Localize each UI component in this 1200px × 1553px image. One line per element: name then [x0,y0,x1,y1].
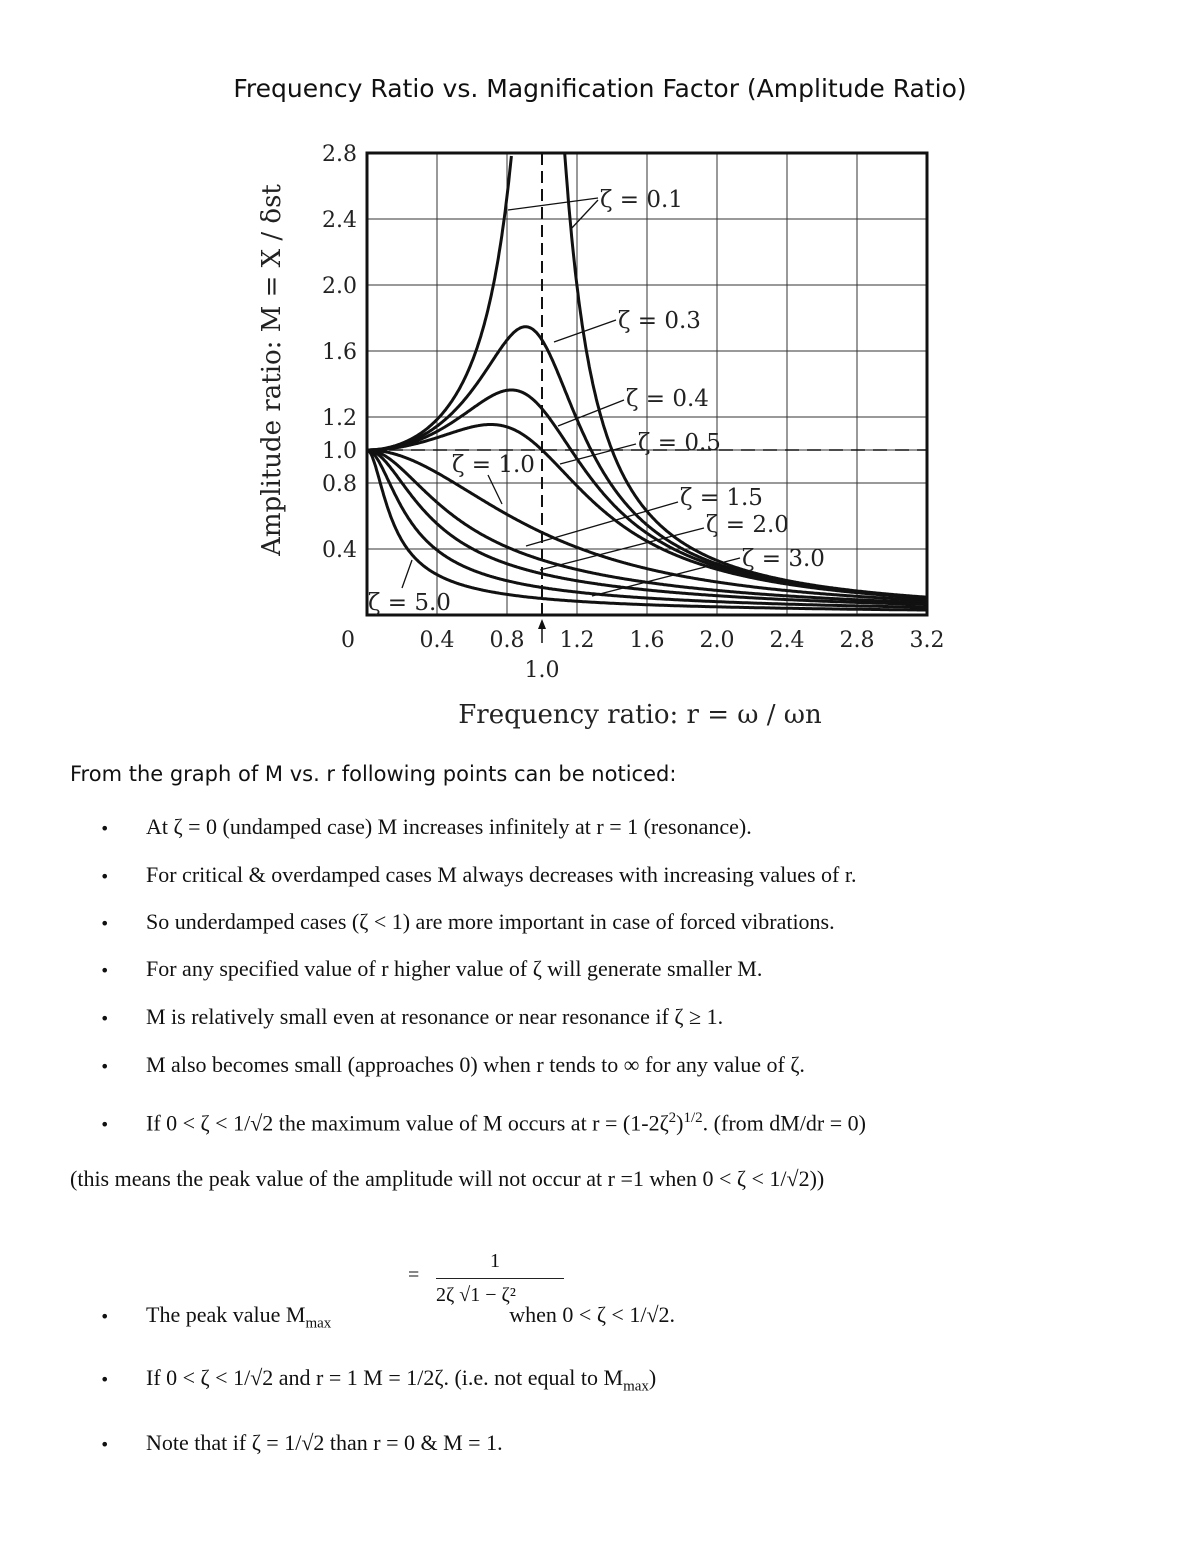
x-tick-label: 2.0 [699,628,735,653]
bullet-10: • Note that if ζ = 1/√2 than r = 0 & M = 1. [100,1430,503,1455]
series-label: ζ = 2.0 [706,512,789,538]
bullet-5: • M is relatively small even at resonance or near resonance if ζ ≥ 1. [100,1004,724,1029]
bullet-9: • If 0 < ζ < 1/√2 and r = 1 M = 1/2ζ. (i.e. not equal to $M_{max}$) [100,1365,657,1395]
series-label: ζ = 5.0 [368,590,451,616]
y-tick-label: 2.0 [322,274,357,299]
bullet-3: • So underdamped cases (ζ < 1) are more important in case of forced vibrations. [100,909,835,934]
y-tick-label: 1.0 [322,439,357,464]
series-label: ζ = 1.5 [680,485,763,511]
bullet-1: • At ζ = 0 (undamped case) M increases infinitely at r = 1 (resonance). [100,814,752,839]
x-tick-arrowhead [538,619,546,629]
series-label: ζ = 3.0 [742,546,825,572]
series-label: ζ = 1.0 [452,452,535,478]
series-label: ζ = 0.5 [638,430,721,456]
label-leader-line [402,560,412,588]
x-tick-label: 3.2 [909,628,945,653]
label-leader-line [570,200,598,230]
page-title: Frequency Ratio vs. Magnification Factor (Amplitude Ratio) [233,74,967,103]
bullet-8: • The peak value $M_{max}$ when 0 < ζ < 1/√2. [100,1302,676,1332]
y-tick-label: 0.8 [322,472,357,497]
y-tick-label: 1.2 [322,406,357,431]
bullet-6: • M also becomes small (approaches 0) when r tends to ∞ for any value of ζ. [100,1052,805,1077]
label-leader-line [558,400,624,426]
y-tick-label: 2.8 [322,142,357,167]
series-label: ζ = 0.3 [618,308,701,334]
x-tick-label: 2.4 [769,628,805,653]
x-tick-label: 1.0 [524,658,560,683]
x-tick-label: 0 [341,628,355,653]
series-label: ζ = 0.1 [600,187,683,213]
x-axis-label: Frequency ratio: r = ω / ωn [458,700,822,730]
x-tick-label: 2.8 [839,628,875,653]
chart-grid [367,153,927,615]
x-tick-label: 0.8 [489,628,525,653]
intro-text: From the graph of M vs. r following points can be noticed: [70,762,677,786]
y-axis-label: Amplitude ratio: M = X / δst [257,184,287,556]
bullet-4: • For any specified value of r higher value of ζ will generate smaller M. [100,956,763,981]
y-tick-label: 2.4 [322,208,357,233]
bullet-7: • If 0 < ζ < 1/√2 the maximum value of M occurs at $r = (1-2\zeta^2)^{1/2}$. (from dM/dr = 0) [100,1110,866,1136]
x-tick-label: 1.6 [629,628,665,653]
x-tick-label: 1.2 [559,628,595,653]
series-label: ζ = 0.4 [626,386,709,412]
label-leader-line [508,198,598,210]
x-tick-label: 0.4 [419,628,455,653]
bullet-2: • For critical & overdamped cases M always decreases with increasing values of r. [100,862,857,887]
y-tick-label: 0.4 [322,538,357,563]
label-leader-line [488,475,502,504]
amplitude-ratio-chart [240,130,960,750]
y-tick-label: 1.6 [322,340,357,365]
resonance-note: (this means the peak value of the amplitude will not occur at r =1 when 0 < ζ < 1/√2)) [70,1166,825,1191]
